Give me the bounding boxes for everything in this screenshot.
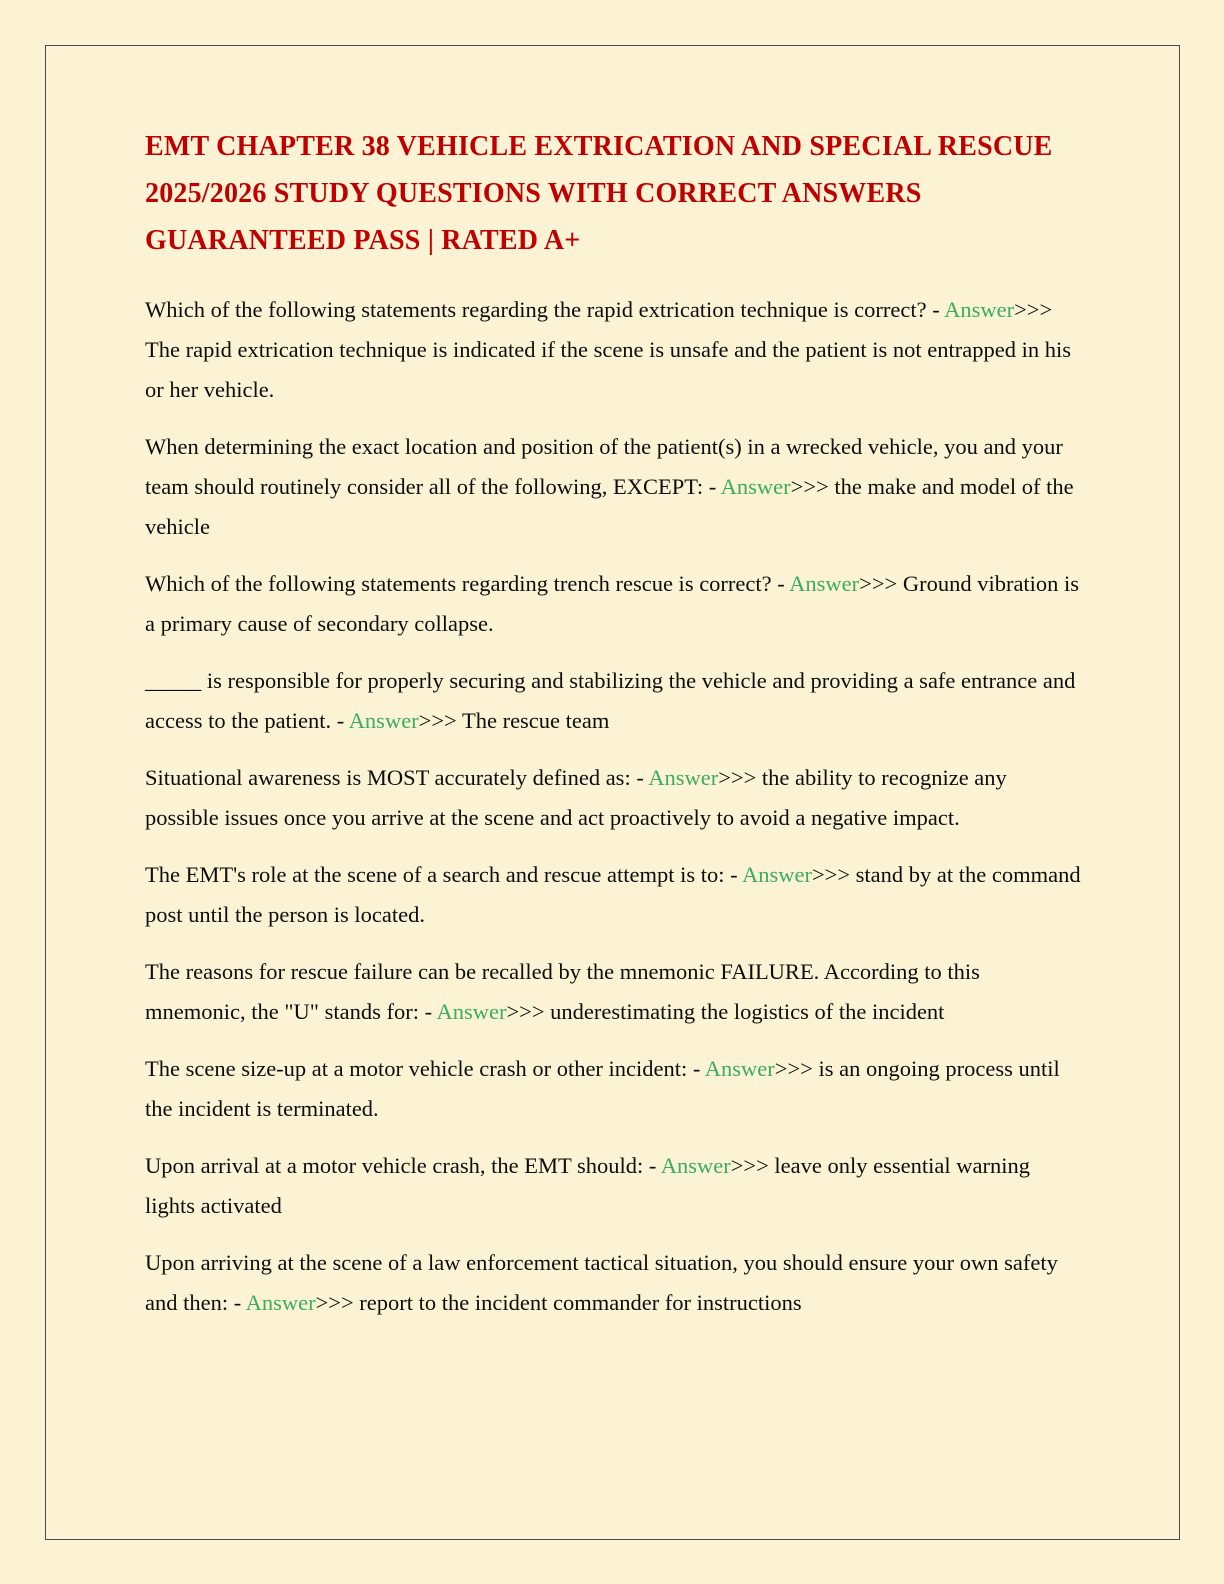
answer-label: Answer <box>789 571 860 596</box>
answer-label: Answer <box>348 708 419 733</box>
answer-arrow: >>> <box>790 474 829 499</box>
answer-label: Answer <box>245 1290 316 1315</box>
question-text: Upon arriving at the scene of a law enforcement tactical situation, you should ensure your own safety and then: - <box>145 1250 1058 1315</box>
question-text: Upon arrival at a motor vehicle crash, the EMT should: - <box>145 1153 657 1178</box>
qa-item <box>145 1243 1082 1323</box>
answer-text: underestimating the logistics of the incident <box>550 999 945 1024</box>
answer-arrow: >>> <box>859 571 898 596</box>
qa-item <box>145 855 1082 935</box>
question-text: _____ is responsible for properly securing and stabilizing the vehicle and providing a safe entrance and access to the patient. - <box>145 668 1076 733</box>
answer-text: The rescue team <box>461 708 610 733</box>
qa-item <box>145 427 1082 547</box>
question-text: Which of the following statements regarding trench rescue is correct? - <box>145 571 785 596</box>
answer-arrow: >>> <box>730 1153 769 1178</box>
answer-arrow: >>> <box>1014 297 1053 322</box>
page-title: EMT CHAPTER 38 VEHICLE EXTRICATION AND SPECIAL RESCUE 2025/2026 STUDY QUESTIONS WITH CORRECT ANSWERS GUARANTEED PASS | RATED A+ <box>145 131 1053 256</box>
answer-label: Answer <box>704 1056 775 1081</box>
document-content <box>45 45 1180 1540</box>
answer-label: Answer <box>741 862 812 887</box>
answer-text: report to the incident commander for instructions <box>359 1290 802 1315</box>
question-text: The EMT's role at the scene of a search and rescue attempt is to: - <box>145 862 738 887</box>
answer-text: the ability to recognize any possible issues once you arrive at the scene and act proactively to avoid a negative impact. <box>145 765 1007 830</box>
answer-label: Answer <box>660 1153 731 1178</box>
answer-arrow: >>> <box>811 862 851 887</box>
answer-label: Answer <box>944 297 1015 322</box>
qa-list <box>145 290 1082 1323</box>
answer-arrow: >>> <box>506 999 545 1024</box>
qa-item <box>145 952 1082 1032</box>
answer-text: The rapid extrication technique is indicated if the scene is unsafe and the patient is not entrapped in his or her vehicle. <box>145 337 1071 402</box>
question-text: Which of the following statements regarding the rapid extrication technique is correct? - <box>145 297 940 322</box>
answer-text: Ground vibration is a primary cause of secondary collapse. <box>145 571 1080 636</box>
question-text: Situational awareness is MOST accurately defined as: - <box>145 765 644 790</box>
answer-label: Answer <box>436 999 507 1024</box>
answer-text: is an ongoing process until the incident is terminated. <box>145 1056 1060 1121</box>
qa-item <box>145 758 1082 838</box>
qa-item <box>145 564 1082 644</box>
answer-text: leave only essential warning lights activated <box>145 1153 1030 1218</box>
qa-item <box>145 661 1082 741</box>
answer-arrow: >>> <box>774 1056 813 1081</box>
qa-item <box>145 290 1082 410</box>
answer-text: stand by at the command post until the person is located. <box>145 862 1081 927</box>
answer-arrow: >>> <box>718 765 757 790</box>
qa-item <box>145 1146 1082 1226</box>
answer-label: Answer <box>648 765 719 790</box>
question-text: When determining the exact location and position of the patient(s) in a wrecked vehicle, you and your team should routinely consider all of the following, EXCEPT: - <box>145 434 1063 499</box>
qa-item <box>145 1049 1082 1129</box>
answer-arrow: >>> <box>315 1290 354 1315</box>
answer-arrow: >>> <box>418 708 457 733</box>
answer-text: the make and model of the vehicle <box>145 474 1074 539</box>
answer-label: Answer <box>720 474 791 499</box>
question-text: The scene size-up at a motor vehicle crash or other incident: - <box>145 1056 701 1081</box>
question-text: The reasons for rescue failure can be recalled by the mnemonic FAILURE. According to this mnemonic, the "U" stands for: - <box>145 959 980 1024</box>
